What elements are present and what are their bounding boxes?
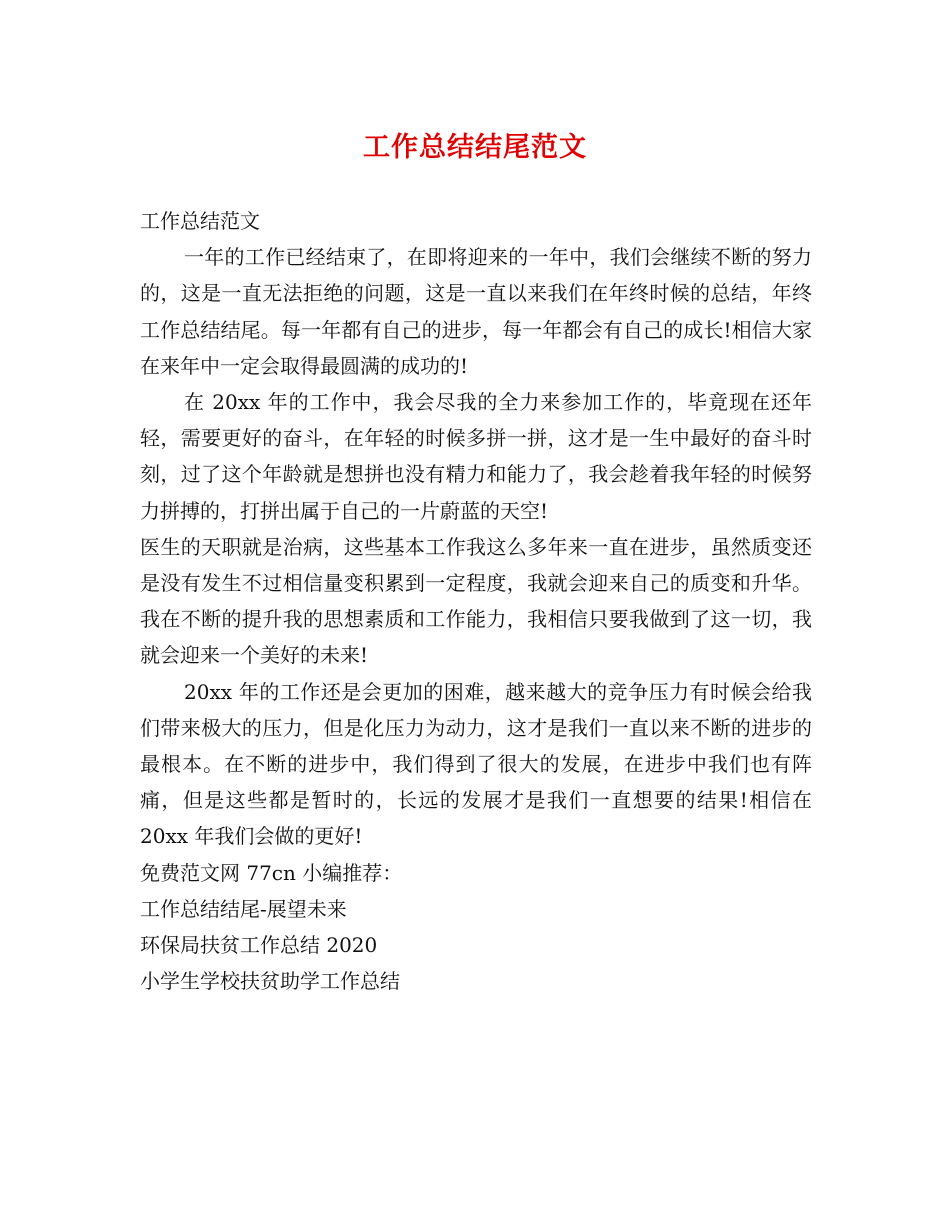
recommended-link-1[interactable]: 工作总结结尾-展望未来 bbox=[140, 896, 347, 921]
document-subtitle: 工作总结范文 bbox=[140, 209, 260, 233]
recommend-label: 免费范文网 77cn 小编推荐： bbox=[140, 860, 403, 885]
paragraph-2: 在 20xx 年的工作中，我会尽我的全力来参加工作的，毕竟现在还年轻，需要更好的奋斗，在年轻的时候多拼一拼，这才是一生中最好的奋斗时刻，过了这个年龄就是想拼也没有精力和能力了，我会趁着我年轻的时候努力拼搏的，打拼出属于自己的一片蔚蓝的天空! bbox=[140, 390, 812, 523]
paragraph-4: 20xx 年的工作还是会更加的困难，越来越大的竞争压力有时候会给我们带来极大的压力，但是化压力为动力，这才是我们一直以来不断的进步的最根本。在不断的进步中，我们得到了很大的发展，在进步中我们也有阵痛，但是这些都是暂时的，长远的发展才是我们一直想要的结果!相信在 20xx 年我们会做的更好! bbox=[140, 679, 812, 849]
document-title: 工作总结结尾范文 bbox=[363, 132, 587, 163]
document-body bbox=[140, 203, 812, 999]
recommended-link-3[interactable]: 小学生学校扶贫助学工作总结 bbox=[140, 969, 400, 994]
paragraph-1: 一年的工作已经结束了，在即将迎来的一年中，我们会继续不断的努力的，这是一直无法拒绝的问题，这是一直以来我们在年终时候的总结，年终工作总结结尾。每一年都有自己的进步，每一年都会有自己的成长!相信大家在来年中一定会取得最圆满的成功的! bbox=[140, 245, 812, 378]
recommended-link-2[interactable]: 环保局扶贫工作总结 2020 bbox=[140, 933, 378, 958]
paragraph-3: 医生的天职就是治病，这些基本工作我这么多年来一直在进步，虽然质变还是没有发生不过相信量变积累到一定程度，我就会迎来自己的质变和升华。我在不断的提升我的思想素质和工作能力，我相信只要我做到了这一切，我就会迎来一个美好的未来! bbox=[140, 534, 812, 668]
